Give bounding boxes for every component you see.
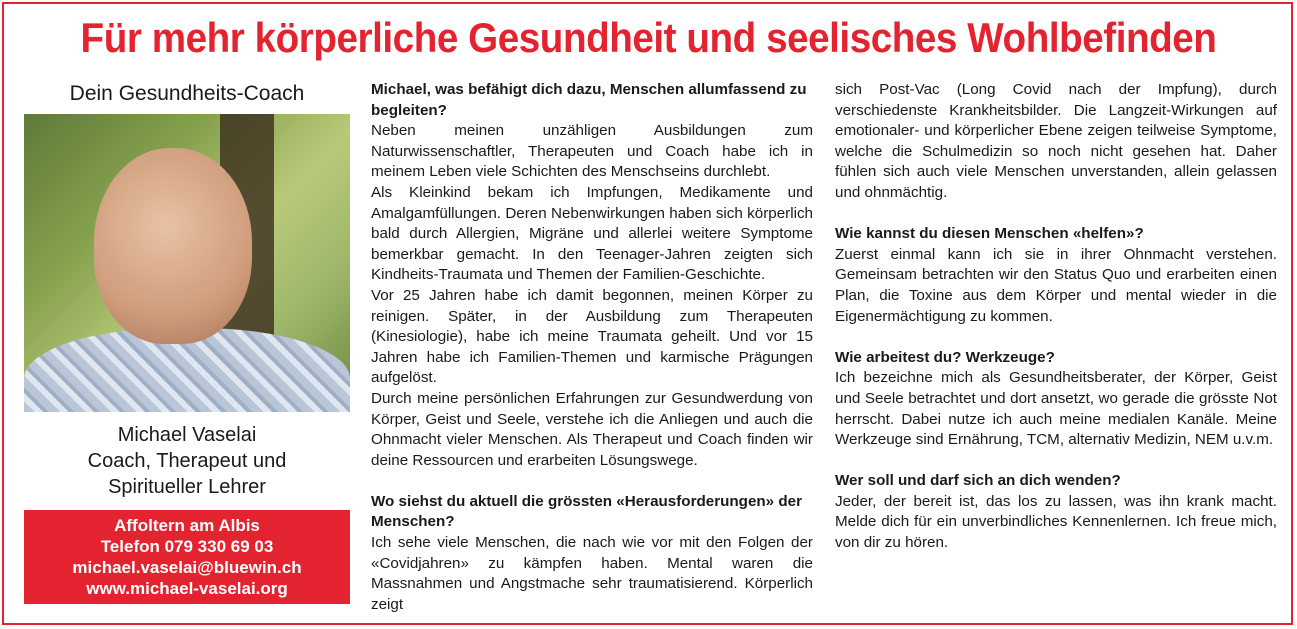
- coach-caption: Dein Gesundheits-Coach: [69, 82, 305, 105]
- answer-2-part-2: sich Post-Vac (Long Covid nach der Impfung), durch verschiedenste Krankheitsbilder. Die Langzeit-Wirkungen auf emotionaler- und körperlicher Ebene zeigen teilweise Symptome, welche die Schulmedizin so noch nicht gesehen hat. Daher fühlen sich auch viele Menschen unverstanden, allein gelassen und ohnmächtig.: [835, 81, 1277, 201]
- contact-phone[interactable]: Telefon 079 330 69 03: [100, 537, 274, 556]
- person-role-line2: Spiritueller Lehrer: [108, 476, 266, 498]
- contact-email[interactable]: michael.vaselai@bluewin.ch: [72, 558, 302, 577]
- question-2: Wo siehst du aktuell die grössten «Herausforderungen» der Menschen?: [371, 492, 802, 531]
- profile-column: [24, 80, 350, 604]
- answer-2-part-1: Ich sehe viele Menschen, die nach wie vor mit den Folgen der «Covidjahren» zu kämpfen haben. Mental waren die Massnahmen und Angstmache sehr traumatisierend. Körperlich zeigt: [371, 534, 813, 613]
- interview-column-1: [371, 80, 813, 615]
- answer-1-paragraph-3: Vor 25 Jahren habe ich damit begonnen, meinen Körper zu reinigen. Später, in der Ausbildung zum Therapeuten (Kinesiologie), habe ich meine Traumata geheilt. Und vor 15 Jahren habe ich Familien-Themen und karmische Prägungen aufgelöst.: [371, 286, 813, 387]
- question-4: Wie arbeitest du? Werkzeuge?: [835, 348, 1055, 366]
- contact-website[interactable]: www.michael-vaselai.org: [86, 579, 288, 598]
- answer-5: Jeder, der bereit ist, das los zu lassen, was ihn krank macht. Melde dich für ein unverbindliches Kennenlernen. Ich freue mich, von dir zu hören.: [835, 492, 1277, 552]
- headline: Für mehr körperliche Gesundheit und seelisches Wohlbefinden: [80, 14, 1217, 61]
- question-1: Michael, was befähigt dich dazu, Menschen allumfassend zu begleiten?: [371, 81, 807, 119]
- contact-place: Affoltern am Albis: [114, 516, 260, 535]
- answer-1-paragraph-4: Durch meine persönlichen Erfahrungen zur Gesundwerdung von Körper, Geist und Seele, verstehe ich die Anliegen und auch die Ohnmacht vieler Menschen. Als Therapeut und Coach finden wir deine Ressourcen und erarbeiten Lösungswege.: [371, 389, 813, 469]
- answer-1-paragraph-1: Neben meinen unzähligen Ausbildungen zum Naturwissenschaftler, Therapeuten und Coach habe ich in meinem Leben viele Schichten des Menschseins durchlebt.: [371, 122, 813, 181]
- photo-head: [94, 148, 252, 344]
- portrait-photo: [24, 114, 350, 412]
- answer-1-paragraph-2: Als Kleinkind bekam ich Impfungen, Medikamente und Amalgamfüllungen. Deren Nebenwirkungen haben sich körperlich bald durch Allergien, Migräne und allerlei weitere Symptome bemerkbar gemacht. In den Teenager-Jahren zeigten sich Kindheits-Traumata und Themen der Familien-Geschichte.: [371, 183, 813, 284]
- person-name: Michael Vaselai: [117, 424, 257, 446]
- question-5: Wer soll und darf sich an dich wenden?: [835, 472, 1121, 490]
- question-3: Wie kannst du diesen Menschen «helfen»?: [835, 225, 1144, 243]
- name-block: [24, 422, 350, 500]
- interview-column-2: [835, 80, 1277, 554]
- contact-box: [24, 510, 350, 604]
- person-role-line1: Coach, Therapeut und: [87, 450, 287, 472]
- answer-4: Ich bezeichne mich als Gesundheitsberater, der Körper, Geist und Seele betrachtet und dort ansetzt, wo gerade die grösste Not herrscht. Dabei nutze ich auch meine medialen Kanäle. Meine Werkzeuge sind Ernährung, TCM, alternativ Medizin, NEM u.v.m.: [835, 369, 1277, 449]
- answer-3: Zuerst einmal kann ich sie in ihrer Ohnmacht verstehen. Gemeinsam betrachten wir den Status Quo und erarbeiten einen Plan, die Toxine aus dem Körper und mental wieder in die Eigenermächtigung zu kommen.: [835, 245, 1277, 325]
